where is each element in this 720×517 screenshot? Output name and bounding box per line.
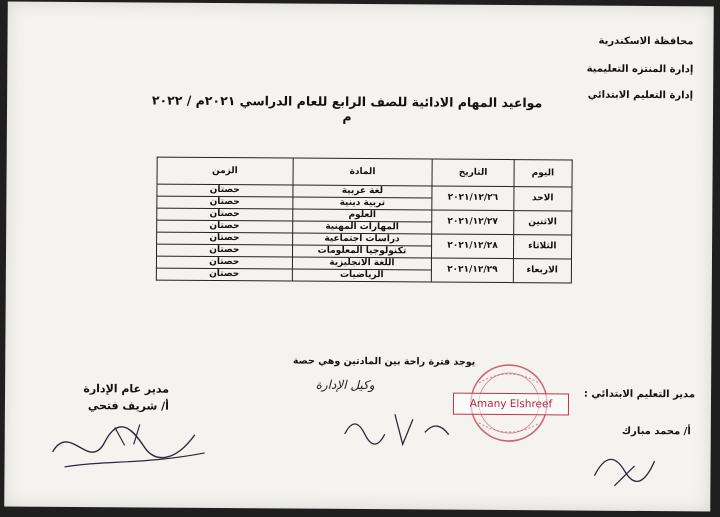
primary-director-name: أ/ محمد مبارك [621, 425, 691, 438]
day-cell: الاحد [513, 187, 572, 211]
date-cell: ٢٠٢١/١٢/٢٨ [432, 234, 513, 259]
subject-cell: دراسات اجتماعية [292, 233, 432, 246]
document-title: مواعيد المهام الادائية للصف الرابع للعام الدراسي ٢٠٢١م / ٢٠٢٢ م [151, 92, 543, 124]
subject-cell: المهارات المهنية [292, 221, 432, 234]
time-cell: حصتان [156, 256, 292, 269]
header-subject: المادة [293, 158, 433, 186]
date-cell: ٢٠٢١/١٢/٢٧ [432, 210, 513, 235]
date-cell: ٢٠٢١/١٢/٢٦ [432, 186, 513, 211]
table-header-row [157, 157, 572, 187]
left-signature [44, 412, 214, 483]
right-signature [574, 436, 684, 497]
header-directorate: إدارة المنتزه التعليمية [586, 63, 694, 76]
subject-cell: اللغة الانجليزية [292, 257, 432, 270]
subject-cell: تكنولوجيا المعلومات [292, 245, 432, 258]
document-page [4, 2, 714, 512]
day-cell: الاربعاء [513, 259, 572, 283]
time-cell: حصتان [156, 244, 292, 257]
subject-cell: تربية دينية [292, 197, 432, 210]
schedule-table [156, 157, 573, 284]
time-cell: حصتان [157, 184, 293, 197]
subject-cell: العلوم [292, 209, 432, 222]
time-cell: حصتان [157, 208, 293, 221]
primary-director-title: مدير التعليم الابتدائي : [583, 388, 696, 401]
deputy-label: وكيل الإدارة [315, 377, 375, 393]
header-time: الزمن [157, 157, 293, 185]
rest-note: يوجد فترة راحة بين المادتين وهي حصة [292, 355, 476, 368]
header-department: إدارة التعليم الابتدائي [587, 89, 694, 102]
time-cell: حصتان [157, 220, 293, 233]
header-governorate: محافظة الاسكندرية [598, 35, 694, 48]
stamp-name-label: Amany Elshreef [453, 393, 569, 416]
header-day: اليوم [514, 160, 573, 187]
general-manager-name: أ/ شريف فتحي [87, 399, 169, 413]
date-cell: ٢٠٢١/١٢/٢٩ [432, 258, 513, 283]
subject-cell: الرياضيات [292, 269, 432, 282]
general-manager-title: مدير عام الإدارة [83, 382, 170, 396]
day-cell: الثلاثاء [513, 235, 572, 259]
time-cell: حصتان [157, 232, 293, 245]
subject-cell: لغة عربية [292, 185, 432, 198]
time-cell: حصتان [156, 268, 292, 281]
time-cell: حصتان [157, 196, 293, 209]
header-date: التاريخ [432, 159, 514, 187]
day-cell: الاثنين [513, 211, 572, 235]
schedule-body [156, 184, 572, 283]
deputy-signature [335, 404, 475, 455]
